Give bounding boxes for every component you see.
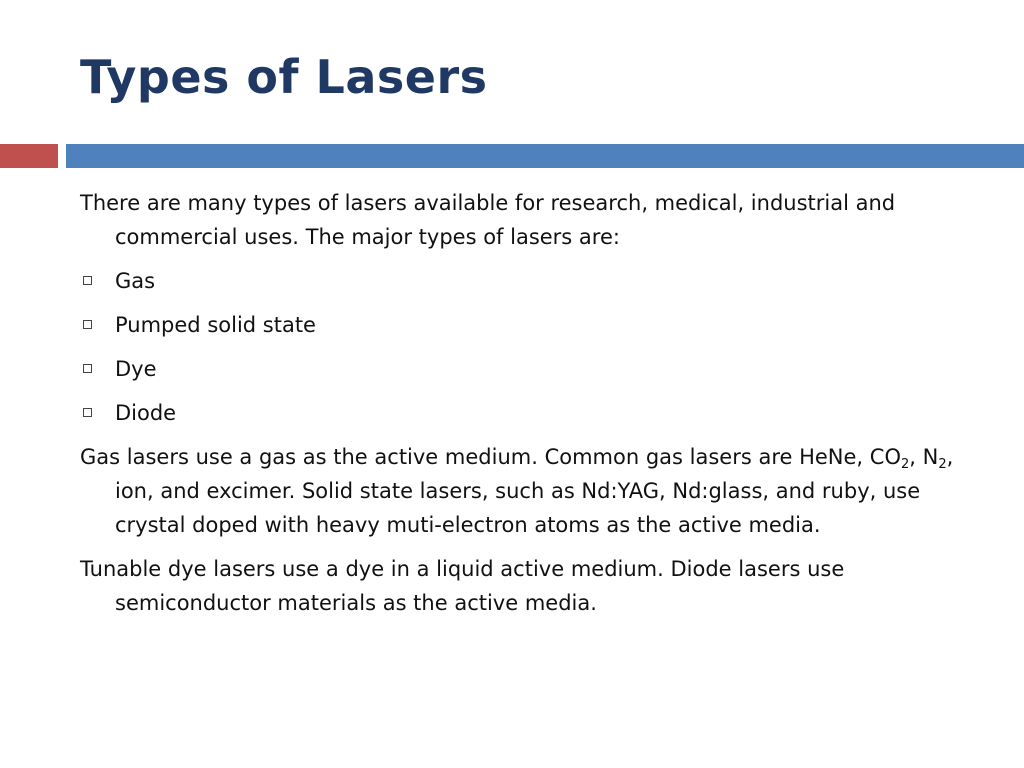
bullet-item-pumped-solid-state [80, 308, 980, 342]
intro-paragraph: There are many types of lasers available for research, medical, industrial and commercial uses. The major types of lasers are: [80, 191, 896, 249]
bullet-item-dye [80, 352, 980, 386]
slide-title: Types of Lasers [80, 50, 488, 104]
subscript-2: 2 [900, 457, 910, 472]
accent-bar-red [0, 144, 58, 168]
square-bullet-icon [83, 320, 92, 329]
slide-body [80, 186, 980, 630]
gas-text-part3: , ion, and excimer. Solid state lasers, such as Nd:YAG, Nd:glass, and ruby, use crystal doped with heavy muti-electron atoms as the active media. [115, 445, 954, 537]
gas-text-part2: , N [909, 445, 939, 469]
bullet-item-diode [80, 396, 980, 430]
square-bullet-icon [83, 364, 92, 373]
bullet-label: Diode [115, 401, 177, 425]
bullet-label: Gas [115, 269, 156, 293]
bullet-label: Pumped solid state [115, 313, 316, 337]
subscript-2: 2 [938, 457, 947, 472]
square-bullet-icon [83, 276, 92, 285]
bullet-item-gas [80, 264, 980, 298]
square-bullet-icon [83, 408, 92, 417]
accent-bar-blue [66, 144, 1024, 168]
dye-lasers-paragraph: Tunable dye lasers use a dye in a liquid active medium. Diode lasers use semiconductor materials as the active media. [80, 557, 845, 615]
gas-lasers-paragraph [80, 440, 980, 542]
bullet-label: Dye [115, 357, 157, 381]
gas-text-part1: Gas lasers use a gas as the active medium. Common gas lasers are HeNe, CO [80, 445, 901, 469]
